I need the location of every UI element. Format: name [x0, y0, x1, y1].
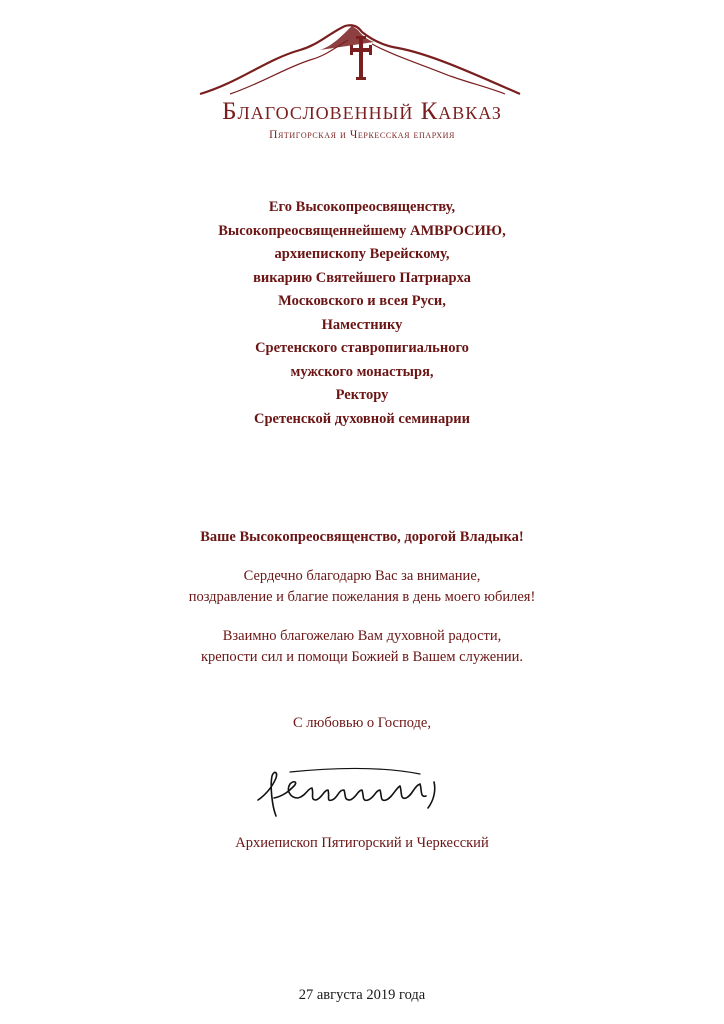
addressee-line: Сретенского ставропигиального	[255, 340, 469, 356]
paragraph-line: поздравление и благие пожелания в день моего юбилея!	[188, 589, 536, 605]
paragraph-thanks	[0, 566, 724, 608]
addressee-line: Сретенской духовной семинарии	[254, 410, 470, 427]
addressee-line: архиепископу Верейскому,	[274, 246, 450, 262]
addressee-line: Московского и всея Руси,	[278, 293, 446, 309]
closing-phrase: С любовью о Господе,	[293, 715, 431, 731]
paragraph-line: крепости сил и помощи Божией в Вашем служении.	[200, 649, 524, 665]
addressee-block	[0, 196, 724, 431]
letterhead-title: Благословенный Кавказ	[222, 98, 502, 125]
mountain-cross-icon	[0, 20, 724, 100]
paragraph-line: Взаимно благожелаю Вам духовной радости,	[222, 628, 502, 644]
letter-date: 27 августа 2019 года	[298, 987, 426, 1003]
handwritten-signature-icon	[250, 760, 450, 820]
addressee-line: Высокопреосвященнейшему АМВРОСИЮ,	[218, 222, 506, 239]
signatory-title: Архиепископ Пятигорский и Черкесский	[235, 835, 489, 851]
addressee-line: Наместнику	[321, 316, 403, 333]
paragraph-line: Сердечно благодарю Вас за внимание,	[243, 568, 481, 584]
addressee-line: мужского монастыря,	[290, 363, 434, 380]
letterhead-subtitle: Пятигорская и Черкесская епархия	[269, 129, 455, 141]
addressee-line: Его Высокопреосвященству,	[268, 199, 456, 215]
addressee-line: Ректору	[335, 387, 389, 403]
greeting-line: Ваше Высокопреосвященство, дорогой Владыка!	[200, 529, 524, 545]
addressee-line: викарию Святейшего Патриарха	[253, 269, 471, 286]
letterhead-logo	[0, 20, 724, 141]
paragraph-wishes	[0, 626, 724, 668]
